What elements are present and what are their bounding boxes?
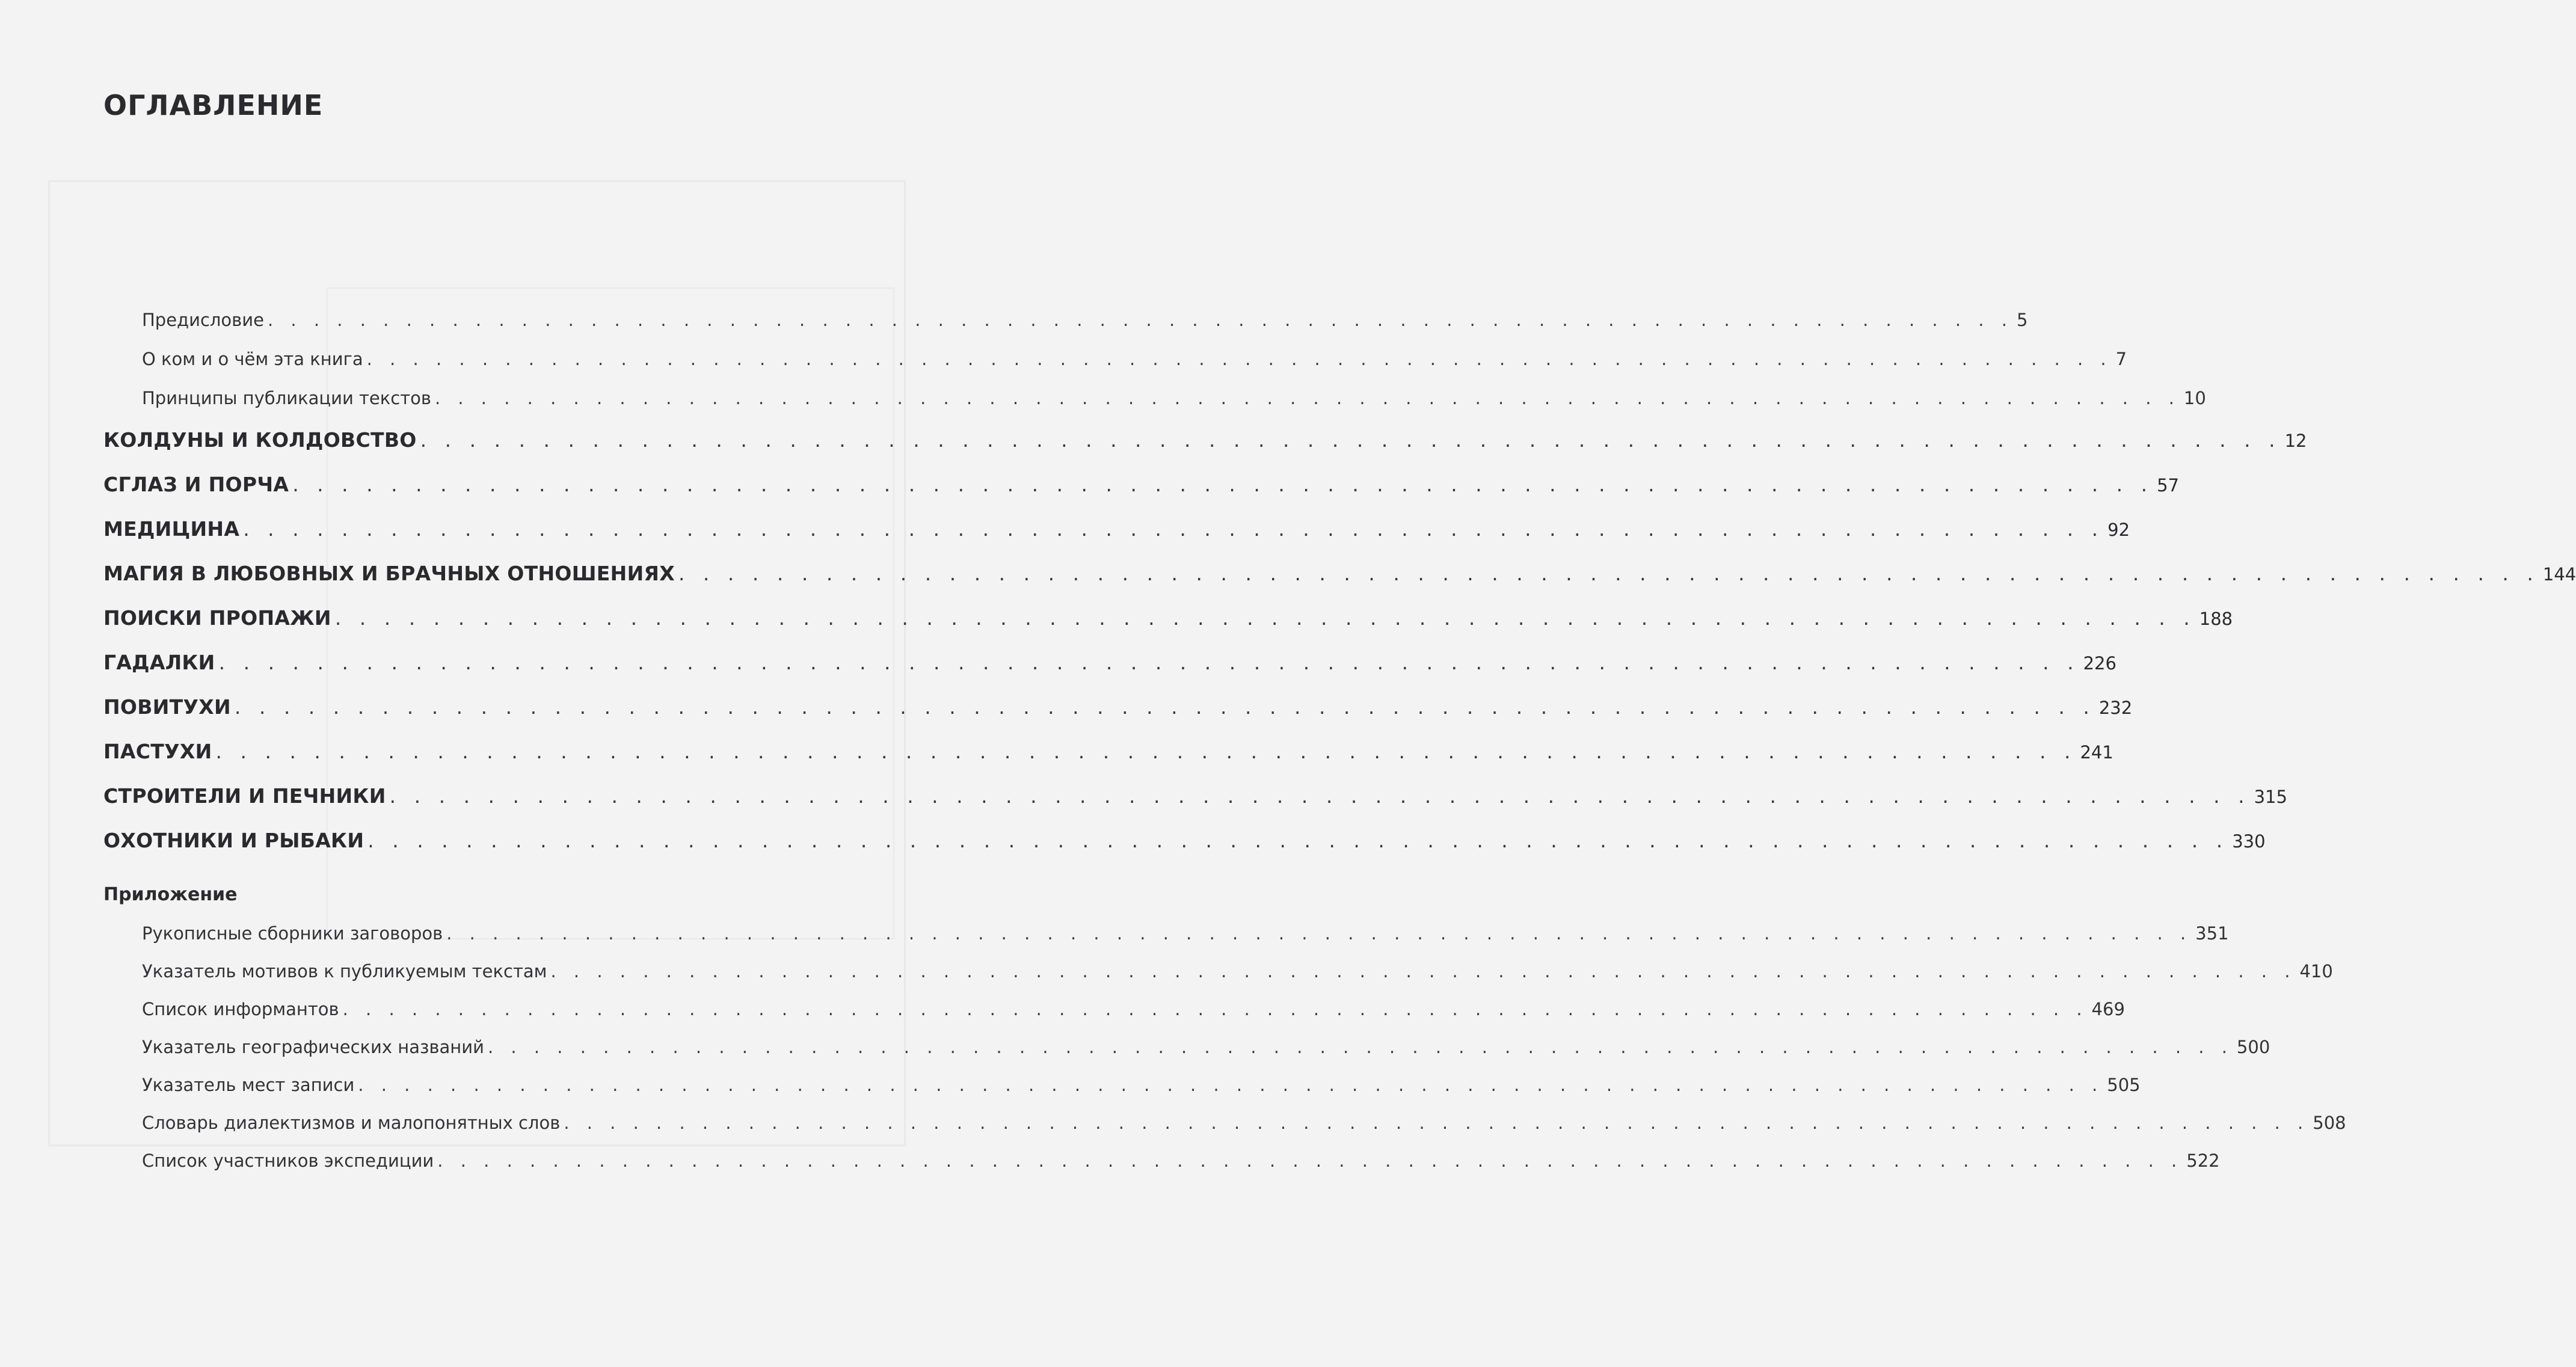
toc-entry-label: Принципы публикации текстов (142, 388, 431, 408)
toc-appendix-item-3[interactable] (142, 999, 2125, 1019)
leader-dots: . . . . . . . . . . . . . . . . . . . . . . . . . . . . . . . . . . . . . . . . . . . . . . . . . . . . . . . . . . . . . . . . . . . . . . . . . . . . (243, 517, 2104, 541)
toc-entry-page-number: 410 (2299, 961, 2333, 981)
toc-chapter-page-number: 232 (2098, 698, 2133, 718)
leader-dots: . . . . . . . . . . . . . . . . . . . . . . . . . . . . . . . . . . . . . . . . . . . . . . . . . . . . . . . . . . . . . . . . . . . . . . . . . . . . (292, 473, 2154, 496)
toc-chapter-6[interactable] (103, 651, 2116, 674)
leader-dots: . . . . . . . . . . . . . . . . . . . . . . . . . . . . . . . . . . . . . . . . . . . . . . . . . . . . . . . . . . . . . . . . . . . . . . . . . . . . (550, 961, 2296, 981)
toc-entry-page-number: 508 (2313, 1113, 2346, 1133)
leader-dots: . . . . . . . . . . . . . . . . . . . . . . . . . . . . . . . . . . . . . . . . . . . . . . . . . . . . . . . . . . . . . . . . . . . . . . . . . . . . (218, 651, 2080, 674)
toc-entry-label: Предисловие (142, 310, 264, 330)
toc-chapter-page-number: 12 (2284, 431, 2307, 451)
toc-chapter-1[interactable] (103, 428, 2307, 452)
toc-appendix-item-4[interactable] (142, 1037, 2270, 1057)
toc-chapter-label: МЕДИЦИНА (103, 517, 240, 541)
toc-entry-label: О ком и о чём эта книга (142, 349, 363, 369)
toc-chapter-label: ПОВИТУХИ (103, 695, 231, 719)
leader-dots: . . . . . . . . . . . . . . . . . . . . . . . . . . . . . . . . . . . . . . . . . . . . . . . . . . . . . . . . . . . . . . . . . . . . . . . . . . . . (434, 388, 2180, 408)
page-title: ОГЛАВЛЕНИЕ (103, 89, 324, 121)
toc-entry-label: Указатель мест записи (142, 1075, 355, 1095)
toc-appendix-item-1[interactable] (142, 923, 2229, 944)
toc-chapter-2[interactable] (103, 473, 2180, 496)
toc-entry-about[interactable] (142, 349, 2127, 369)
leader-dots: . . . . . . . . . . . . . . . . . . . . . . . . . . . . . . . . . . . . . . . . . . . . . . . . . . . . . . . . . . . . . . . . . . . . . . . . . . . . (334, 606, 2196, 630)
toc-chapter-4[interactable] (103, 562, 2576, 585)
toc-entry-principles[interactable] (142, 388, 2206, 408)
leader-dots: . . . . . . . . . . . . . . . . . . . . . . . . . . . . . . . . . . . . . . . . . . . . . . . . . . . . . . . . . . . . . . . . . . . . . . . . . . . . (342, 999, 2088, 1019)
toc-entry-page-number: 500 (2236, 1037, 2270, 1057)
toc-chapter-page-number: 57 (2157, 475, 2180, 496)
toc-chapter-label: СТРОИТЕЛИ И ПЕЧНИКИ (103, 784, 386, 808)
toc-chapter-7[interactable] (103, 695, 2133, 719)
toc-chapter-10[interactable] (103, 829, 2266, 852)
toc-entry-page-number: 351 (2195, 923, 2229, 944)
leader-dots: . . . . . . . . . . . . . . . . . . . . . . . . . . . . . . . . . . . . . . . . . . . . . . . . . . . . . . . . . . . . . . . . . . . . . . . . . . . . (366, 349, 2112, 369)
toc-appendix-item-6[interactable] (142, 1113, 2346, 1133)
toc-entry-preface[interactable] (142, 310, 2028, 330)
leader-dots: . . . . . . . . . . . . . . . . . . . . . . . . . . . . . . . . . . . . . . . . . . . . . . . . . . . . . . . . . . . . . . . . . . . . . . . . . . . . (446, 923, 2192, 944)
leader-dots: . . . . . . . . . . . . . . . . . . . . . . . . . . . . . . . . . . . . . . . . . . . . . . . . . . . . . . . . . . . . . . . . . . . . . . . . . . . . (487, 1037, 2233, 1057)
toc-chapter-5[interactable] (103, 606, 2233, 630)
leader-dots: . . . . . . . . . . . . . . . . . . . . . . . . . . . . . . . . . . . . . . . . . . . . . . . . . . . . . . . . . . . . . . . . . . . . . . . . . . . . (437, 1150, 2183, 1171)
toc-chapter-label: СГЛАЗ И ПОРЧА (103, 473, 289, 496)
toc-chapter-9[interactable] (103, 784, 2287, 808)
toc-appendix-item-7[interactable] (142, 1150, 2220, 1171)
leader-dots: . . . . . . . . . . . . . . . . . . . . . . . . . . . . . . . . . . . . . . . . . . . . . . . . . . . . . . . . . . . . . . . . . . . . . . . . . . . . (358, 1075, 2104, 1095)
toc-entry-label: Словарь диалектизмов и малопонятных слов (142, 1113, 561, 1133)
leader-dots: . . . . . . . . . . . . . . . . . . . . . . . . . . . . . . . . . . . . . . . . . . . . . . . . . . . . . . . . . . . . . . . . . . . . . . . . . . . . (389, 784, 2251, 808)
toc-entry-page-number: 7 (2115, 349, 2127, 369)
toc-entry-label: Рукописные сборники заговоров (142, 923, 443, 944)
toc-chapter-page-number: 92 (2107, 520, 2130, 540)
toc-chapter-page-number: 241 (2080, 742, 2113, 763)
toc-appendix-item-2[interactable] (142, 961, 2333, 981)
leader-dots: . . . . . . . . . . . . . . . . . . . . . . . . . . . . . . . . . . . . . . . . . . . . . . . . . . . . . . . . . . . . . . . . . . . . . . . . . . . . (420, 428, 2281, 452)
toc-entry-label: Список информантов (142, 999, 339, 1019)
toc-chapter-label: ПОИСКИ ПРОПАЖИ (103, 606, 331, 630)
toc-chapter-label: ОХОТНИКИ И РЫБАКИ (103, 829, 364, 852)
toc-chapter-page-number: 144 (2542, 564, 2576, 585)
toc-chapter-8[interactable] (103, 740, 2113, 763)
toc-chapter-page-number: 226 (2083, 653, 2116, 674)
toc-chapter-label: ПАСТУХИ (103, 740, 212, 763)
toc-chapter-label: КОЛДУНЫ И КОЛДОВСТВО (103, 428, 417, 452)
toc-entry-page-number: 522 (2186, 1150, 2220, 1171)
toc-entry-page-number: 469 (2091, 999, 2125, 1019)
toc-entry-page-number: 10 (2183, 388, 2206, 408)
toc-chapter-page-number: 188 (2199, 609, 2233, 629)
toc-entry-page-number: 5 (2016, 310, 2028, 330)
toc-entry-page-number: 505 (2107, 1075, 2141, 1095)
appendix-heading: Приложение (103, 884, 238, 905)
leader-dots: . . . . . . . . . . . . . . . . . . . . . . . . . . . . . . . . . . . . . . . . . . . . . . . . . . . . . . . . . . . . . . . . . . . . . . . . . . . . (367, 829, 2229, 852)
toc-chapter-page-number: 315 (2254, 787, 2287, 807)
toc-entry-label: Указатель географических названий (142, 1037, 484, 1057)
toc-chapter-label: ГАДАЛКИ (103, 651, 215, 674)
toc-entry-label: Список участников экспедиции (142, 1150, 434, 1171)
leader-dots: . . . . . . . . . . . . . . . . . . . . . . . . . . . . . . . . . . . . . . . . . . . . . . . . . . . . . . . . . . . . . . . . . . . . . . . . . . . . (678, 562, 2539, 585)
toc-appendix-item-5[interactable] (142, 1075, 2141, 1095)
leader-dots: . . . . . . . . . . . . . . . . . . . . . . . . . . . . . . . . . . . . . . . . . . . . . . . . . . . . . . . . . . . . . . . . . . . . . . . . . . . . (564, 1113, 2310, 1133)
toc-chapter-label: МАГИЯ В ЛЮБОВНЫХ И БРАЧНЫХ ОТНОШЕНИЯХ (103, 562, 675, 585)
toc-entry-label: Указатель мотивов к публикуемым текстам (142, 961, 547, 981)
leader-dots: . . . . . . . . . . . . . . . . . . . . . . . . . . . . . . . . . . . . . . . . . . . . . . . . . . . . . . . . . . . . . . . . . . . . . . . . . . . . (215, 740, 2077, 763)
leader-dots: . . . . . . . . . . . . . . . . . . . . . . . . . . . . . . . . . . . . . . . . . . . . . . . . . . . . . . . . . . . . . . . . . . . . . . . . . . . . (267, 310, 2013, 330)
toc-chapter-3[interactable] (103, 517, 2130, 541)
leader-dots: . . . . . . . . . . . . . . . . . . . . . . . . . . . . . . . . . . . . . . . . . . . . . . . . . . . . . . . . . . . . . . . . . . . . . . . . . . . . (234, 695, 2095, 719)
toc-chapter-page-number: 330 (2232, 831, 2266, 852)
